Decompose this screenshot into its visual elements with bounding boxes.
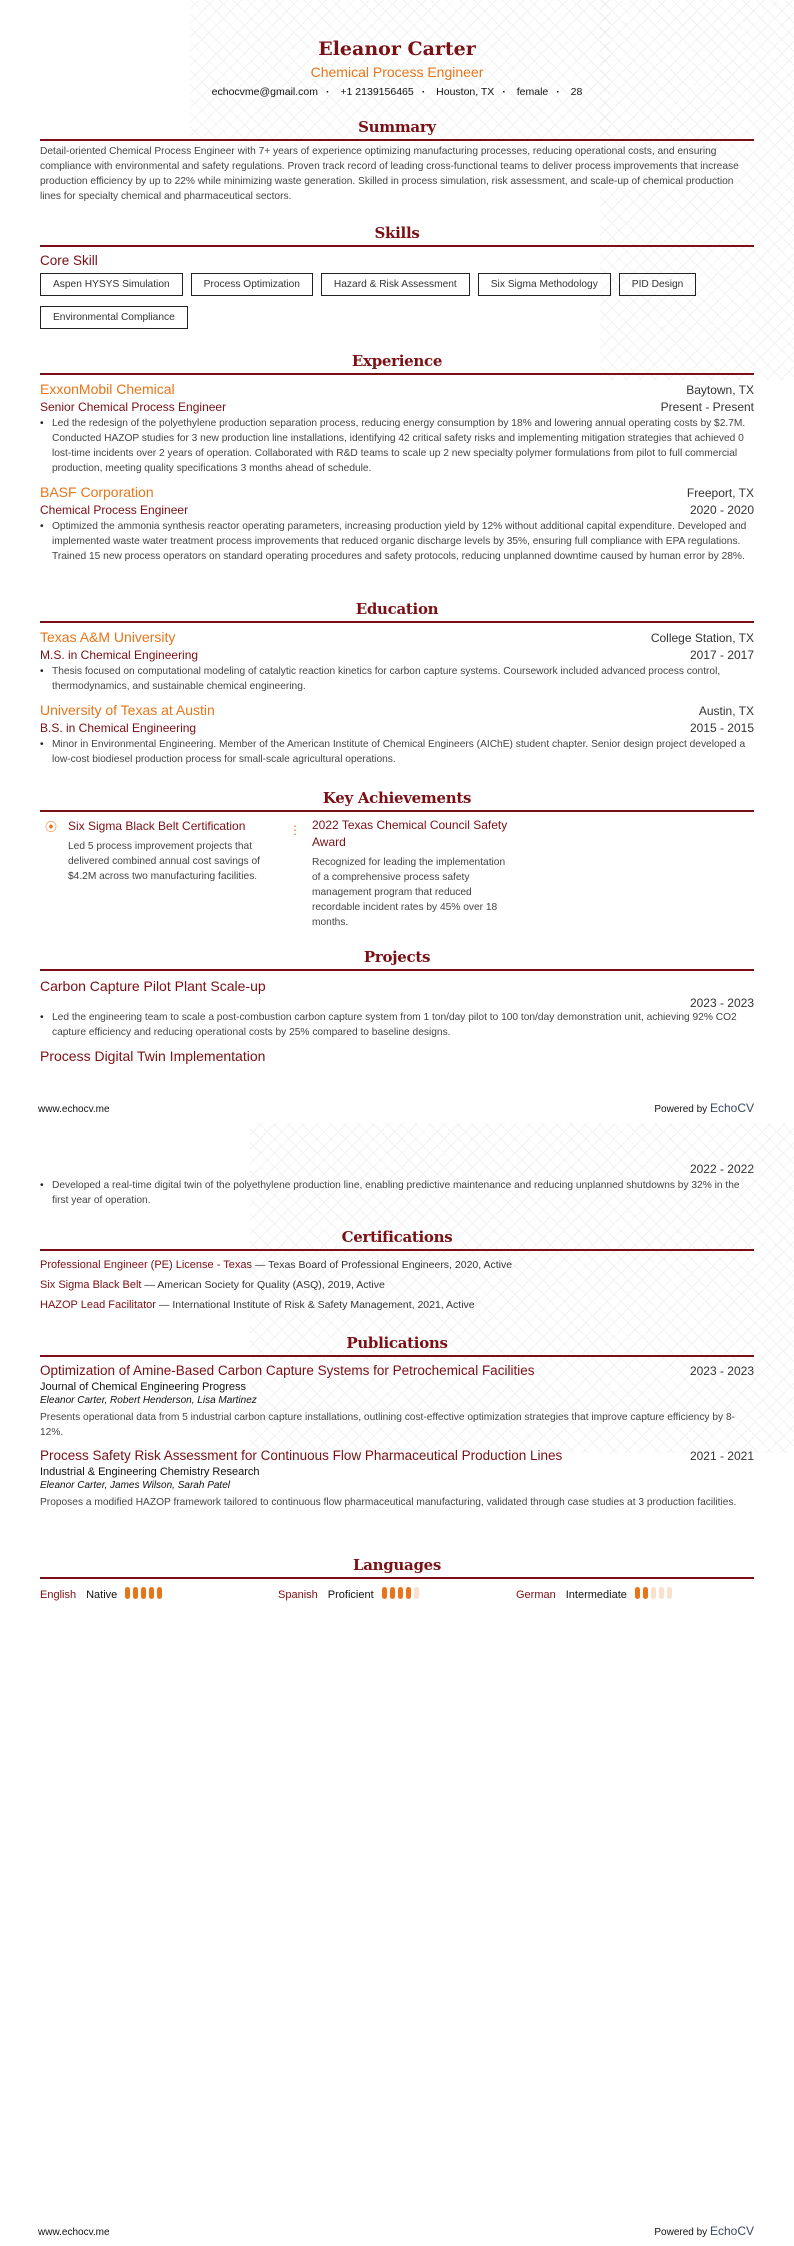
projects-section (40, 948, 754, 1064)
school-location: Austin, TX (698, 704, 754, 718)
publication-title: Optimization of Amine-Based Carbon Capture Systems for Petrochemical Facilities (40, 1363, 535, 1378)
certifications-section (40, 1228, 754, 1319)
skill-tag: Environmental Compliance (40, 306, 188, 329)
rating-dot-filled (125, 1587, 130, 1599)
rating-dot-empty (651, 1587, 656, 1599)
job-dates: 2020 - 2020 (689, 503, 754, 517)
job-role: Senior Chemical Process Engineer (40, 400, 227, 414)
candidate-title: Chemical Process Engineer (310, 64, 484, 80)
contact-phone[interactable]: +1 2139156465 (340, 86, 414, 98)
skill-tag: PID Design (619, 273, 697, 296)
job-role: Chemical Process Engineer (40, 503, 189, 517)
language-item (40, 1587, 278, 1602)
section-heading: Key Achievements (40, 789, 754, 812)
job-bullet: • Led the redesign of the polyethylene production separation process, reducing energy consumption by 18% and lowering annual operating costs by $2.7M. Conducted HAZOP studies for 3 new production line installations, identifying 42 critical safety risks and implementing mitigation strategies that achieved 0 lost-time incidents over 2 years of operation. Collaborated with R&D teams to scale up 2 new specialty polymer formulations from pilot to full commercial production, meeting quality specifications 3 months ahead of schedule. (40, 416, 754, 476)
education-section (40, 600, 754, 767)
achievement-desc: Recognized for leading the implementation of a comprehensive process safety management program that reduced recordable incident rates by 45% over 18 months. (312, 857, 506, 928)
contact-email[interactable]: echocvme@gmail.com (211, 86, 318, 98)
achievements-section (40, 789, 754, 812)
contact-line: echocvme@gmail.com · +1 2139156465 · Houston, TX · female · 28 (211, 86, 583, 98)
education-bullet: • Minor in Environmental Engineering. Member of the American Institute of Chemical Engineers (AIChE) student chapter. Senior design project developed a low-cost biodiesel production process for small-scale agricultural operations. (40, 737, 754, 767)
summary-text: Detail-oriented Chemical Process Engineer with 7+ years of experience optimizing manufacturing processes, reducing operational costs, and ensuring compliance with environmental and safety regulations. Proven track record of leading cross-functional teams to deliver process improvements that increase production efficiency by up to 22% while minimizing waste generation. Skilled in process simulation, risk assessment, and scale-up of chemical production lines for specialty chemical and pharmaceutical sectors. (40, 146, 739, 202)
section-heading: Publications (40, 1334, 754, 1357)
skill-tags (40, 273, 754, 329)
skill-tag: Aspen HYSYS Simulation (40, 273, 183, 296)
section-heading: Education (40, 600, 754, 623)
rating-dot-filled (635, 1587, 640, 1599)
language-level: Proficient (327, 1588, 374, 1601)
language-rating (125, 1587, 165, 1602)
cert-detail: Texas Board of Professional Engineers, 2020, Active (268, 1259, 513, 1271)
degree: B.S. in Chemical Engineering (40, 721, 197, 735)
language-name: English (40, 1588, 77, 1601)
project-bullet: • Led the engineering team to scale a post-combustion carbon capture system from 1 ton/day pilot to 100 ton/day demonstration unit, achieving 92% CO2 capture efficiency and reducing operational costs by 25% compared to baseline designs. (40, 1010, 754, 1040)
job-dates: Present - Present (660, 400, 754, 414)
school-name: University of Texas at Austin (40, 702, 215, 718)
publication-journal: Industrial & Engineering Chemistry Research (40, 1466, 260, 1478)
publication-dates: 2023 - 2023 (689, 1364, 754, 1378)
rating-dot-empty (667, 1587, 672, 1599)
achievement-item (44, 818, 284, 884)
publication-journal: Journal of Chemical Engineering Progress (40, 1381, 247, 1393)
language-item (516, 1587, 754, 1602)
project-bullet: • Developed a real-time digital twin of the polyethylene production line, enabling predictive maintenance and reducing unplanned shutdowns by 32% in the first year of operation. (40, 1178, 754, 1208)
footer-powered (654, 2224, 754, 2238)
rating-dot-empty (659, 1587, 664, 1599)
skill-tag: Hazard & Risk Assessment (321, 273, 470, 296)
certification-item: Professional Engineer (PE) License - Texas — Texas Board of Professional Engineers, 2020, Active (40, 1259, 513, 1271)
job-location: Baytown, TX (686, 383, 754, 397)
school-location: College Station, TX (650, 631, 754, 645)
powered-by-label: Powered by (654, 2227, 708, 2238)
publication-title: Process Safety Risk Assessment for Continuous Flow Pharmaceutical Production Lines (40, 1448, 563, 1463)
candidate-name: Eleanor Carter (318, 38, 476, 60)
language-name: Spanish (278, 1588, 318, 1601)
section-heading: Certifications (40, 1228, 754, 1251)
project-title: Process Digital Twin Implementation (40, 1048, 266, 1064)
contact-location: Houston, TX (436, 86, 495, 98)
certification-item: Six Sigma Black Belt — American Society for Quality (ASQ), 2019, Active (40, 1279, 385, 1291)
education-item (40, 629, 754, 694)
company-name: BASF Corporation (40, 484, 154, 500)
language-name: German (516, 1588, 556, 1601)
section-heading: Projects (40, 948, 754, 971)
language-rating (382, 1587, 422, 1602)
publication-authors: Eleanor Carter, Robert Henderson, Lisa Martinez (40, 1395, 257, 1406)
rating-dot-filled (157, 1587, 162, 1599)
achievement-desc: Led 5 process improvement projects that delivered combined annual cost savings of $4.2M across two manufacturing facilities. (68, 841, 260, 882)
degree: M.S. in Chemical Engineering (40, 648, 199, 662)
cert-name: Six Sigma Black Belt (40, 1279, 142, 1291)
cert-name: HAZOP Lead Facilitator (40, 1299, 156, 1311)
language-rating (635, 1587, 675, 1602)
publication-dates: 2021 - 2021 (689, 1449, 754, 1463)
achievement-title: Six Sigma Black Belt Certification (68, 819, 246, 833)
education-bullet: • Thesis focused on computational modeling of catalytic reaction kinetics for carbon capture systems. Coursework included advanced process control, thermodynamics, and sustainable chemical engineering. (40, 664, 754, 694)
experience-section (40, 352, 754, 564)
section-heading: Summary (40, 118, 754, 141)
languages-list (40, 1587, 754, 1602)
brand-logo[interactable]: EchoCV (709, 1101, 754, 1115)
rating-dot-filled (141, 1587, 146, 1599)
certification-item: HAZOP Lead Facilitator — International Institute of Risk & Safety Management, 2021, Active (40, 1299, 475, 1311)
powered-by-label: Powered by (654, 1104, 708, 1115)
achievement-item (288, 817, 513, 930)
cert-detail: American Society for Quality (ASQ), 2019, Active (157, 1279, 385, 1291)
project-item (40, 978, 754, 1040)
job-location: Freeport, TX (686, 486, 754, 500)
rating-dot-filled (390, 1587, 395, 1599)
company-name: ExxonMobil Chemical (40, 381, 175, 397)
skill-group-title: Core Skill (40, 253, 98, 268)
experience-item (40, 484, 754, 564)
achievement-title: 2022 Texas Chemical Council Safety Award (312, 818, 508, 849)
publication-item (40, 1363, 754, 1440)
publication-desc: Proposes a modified HAZOP framework tailored to continuous flow pharmaceutical manufacturing, validated through case studies at 3 production facilities. (40, 1497, 737, 1508)
publication-item (40, 1448, 754, 1510)
dots-icon: ⋮ (289, 823, 301, 837)
project-title: Carbon Capture Pilot Plant Scale-up (40, 978, 266, 994)
summary-section (40, 118, 754, 204)
project-dates: 2023 - 2023 (689, 996, 754, 1010)
cert-name: Professional Engineer (PE) License - Texas (40, 1259, 252, 1271)
language-level: Native (86, 1588, 118, 1601)
footer-site[interactable]: www.echocv.me (38, 2227, 110, 2238)
job-bullet: • Optimized the ammonia synthesis reactor operating parameters, increasing production yield by 12% without additional capital expenditure. Developed and implemented waste water treatment process improvements that reduced organic discharge levels by 35%, ensuring full compliance with EPA regulations. Trained 15 new process operators on standard operating procedures and safety protocols, reducing unplanned downtime caused by human error by 28%. (40, 519, 754, 564)
project-continued (40, 1162, 754, 1208)
section-heading: Experience (40, 352, 754, 375)
contact-age: 28 (570, 86, 583, 98)
section-heading: Skills (40, 224, 754, 247)
resume-header (40, 38, 754, 98)
rating-dot-empty (414, 1587, 419, 1599)
cert-detail: International Institute of Risk & Safety Management, 2021, Active (172, 1299, 475, 1311)
school-name: Texas A&M University (40, 629, 176, 645)
education-dates: 2017 - 2017 (689, 648, 754, 662)
language-level: Intermediate (565, 1588, 627, 1601)
rating-dot-filled (133, 1587, 138, 1599)
languages-section (40, 1556, 754, 1602)
brand-logo[interactable]: EchoCV (709, 2224, 754, 2238)
language-item (278, 1587, 516, 1602)
education-item (40, 702, 754, 767)
publications-section (40, 1334, 754, 1510)
rating-dot-filled (149, 1587, 154, 1599)
rating-dot-filled (643, 1587, 648, 1599)
rating-dot-filled (406, 1587, 411, 1599)
section-heading: Languages (40, 1556, 754, 1579)
project-dates: 2022 - 2022 (689, 1162, 754, 1176)
publication-authors: Eleanor Carter, James Wilson, Sarah Patel (40, 1480, 230, 1491)
experience-item (40, 381, 754, 476)
publication-desc: Presents operational data from 5 industrial carbon capture installations, outlining cost-effective optimization strategies that improve capture efficiency by 8-12%. (40, 1412, 736, 1438)
target-icon: ⦿ (44, 820, 57, 834)
education-dates: 2015 - 2015 (689, 721, 754, 735)
skill-tag: Process Optimization (191, 273, 313, 296)
skills-section (40, 224, 754, 329)
resume-page-2 (0, 1123, 794, 2246)
footer-powered (654, 1101, 754, 1115)
skill-tag: Six Sigma Methodology (478, 273, 611, 296)
rating-dot-filled (398, 1587, 403, 1599)
rating-dot-filled (382, 1587, 387, 1599)
contact-gender: female (516, 86, 549, 98)
footer-site[interactable]: www.echocv.me (38, 1104, 110, 1115)
